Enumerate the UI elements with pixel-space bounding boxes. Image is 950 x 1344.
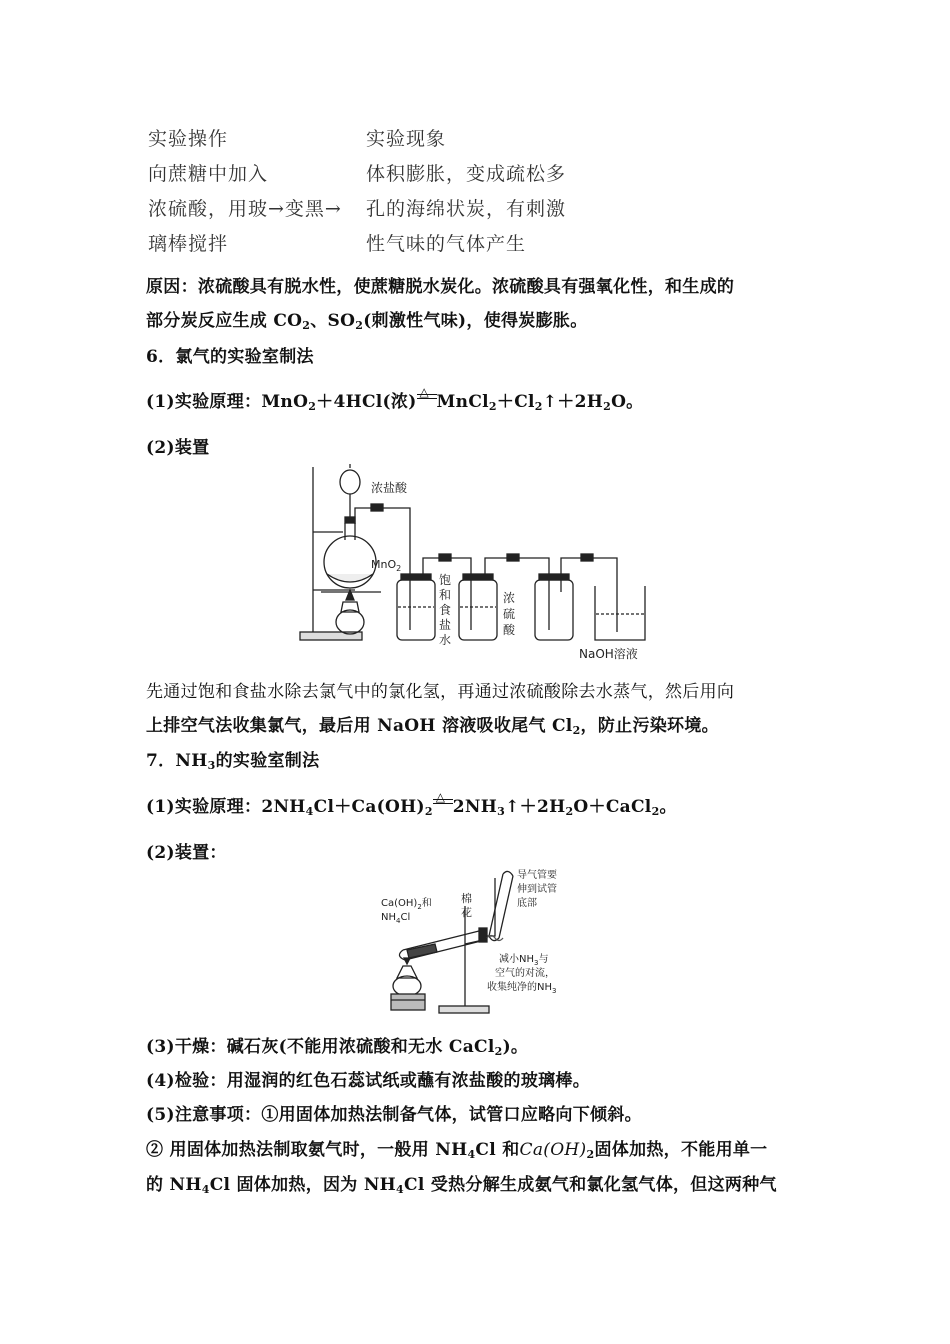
- svg-text:Ca(OH)2和: $Ca(OH)_2$和: [381, 898, 432, 911]
- chlorine-desc-line-2: 上排空气法收集氯气，最后用 NaOH 溶液吸收尾气 $Cl_2$，防止污染环境。: [146, 716, 719, 737]
- svg-text:硫: 硫: [503, 607, 516, 621]
- svg-text:盐: 盐: [439, 618, 452, 632]
- svg-text:减小NH3与: 减小$NH_3$与: [499, 954, 549, 967]
- label-conc-hcl: 浓盐酸: [371, 481, 408, 495]
- svg-text:收集纯净的NH3: 收集纯净的$NH_3$: [487, 982, 557, 995]
- row-operation: 向蔗糖中加入: [148, 163, 269, 185]
- ammonia-notes: (5)注意事项：①用固体加热法制备气体，试管口应略向下倾斜。: [146, 1105, 642, 1125]
- row-phenomenon: 性气味的气体产生: [366, 233, 527, 255]
- svg-text:水: 水: [439, 633, 452, 647]
- svg-text:MnO2: MnO$_2$: [371, 558, 402, 573]
- label-saturated-brine: [439, 572, 451, 647]
- chlorine-apparatus-figure: [295, 462, 655, 662]
- label-caoh2: Ca(OH): [381, 898, 418, 909]
- svg-text:棉: 棉: [461, 892, 472, 905]
- row-operation: 浓硫酸，用玻→变黑→: [148, 198, 342, 220]
- svg-text:浓: 浓: [503, 591, 516, 605]
- svg-text:NH4Cl: $NH_4Cl$: [381, 912, 411, 925]
- ammonia-apparatus-figure: [375, 866, 585, 1018]
- svg-text:和: 和: [439, 588, 452, 602]
- experiment-table: [148, 122, 608, 262]
- svg-text:底部: 底部: [517, 898, 537, 909]
- label-cotton: [461, 891, 472, 919]
- ammonia-apparatus-label: (2)装置：: [146, 843, 227, 863]
- table-row: [148, 192, 608, 227]
- label-conc-sulfuric-acid: [503, 591, 516, 637]
- table-header-row: [148, 122, 608, 157]
- svg-text:食: 食: [439, 603, 452, 617]
- chlorine-desc-line-1: 先通过饱和食盐水除去氯气中的氯化氢，再通过浓硫酸除去水蒸气，然后用向: [146, 682, 735, 702]
- row-operation: 璃棒搅拌: [148, 233, 229, 255]
- header-phenomenon: 实验现象: [366, 128, 447, 150]
- heat-condition-sign: △: [433, 796, 453, 814]
- heat-condition-sign: △: [417, 391, 437, 409]
- label-nh4cl: NH: [381, 912, 396, 923]
- reason-line-1: 原因：浓硫酸具有脱水性，使蔗糖脱水炭化。浓硫酸具有强氧化性，和生成的: [146, 277, 735, 297]
- label-tube-note: [517, 868, 557, 909]
- row-phenomenon: 孔的海绵状炭，有刺激: [366, 198, 567, 220]
- chlorine-apparatus-label: (2)装置: [146, 438, 210, 458]
- table-row: [148, 227, 608, 262]
- label-naoh-solution: NaOH溶液: [579, 647, 638, 661]
- reason-line-2: 部分炭反应生成 $CO_2$、$SO_2$(刺激性气味)，使得炭膨胀。: [146, 311, 588, 332]
- svg-text:空气的对流，: 空气的对流，: [495, 968, 555, 979]
- header-operation: 实验操作: [148, 128, 229, 150]
- table-row: [148, 157, 608, 192]
- svg-text:饱: 饱: [439, 573, 452, 587]
- label-mno2: MnO: [371, 558, 397, 571]
- ammonia-principle: (1)实验原理：$2NH_4Cl+Ca(OH)_2$ △ $2NH_3↑+2H_2O+CaCl_2$。: [146, 790, 677, 818]
- row-phenomenon: 体积膨胀，变成疏松多: [366, 163, 567, 185]
- section-6-title: 6．氯气的实验室制法: [146, 347, 314, 367]
- ammonia-note-3: 的 $NH_4Cl$ 固体加热，因为 $NH_4Cl$ 受热分解生成氨气和氯化氢气体，但这两种气: [146, 1175, 777, 1196]
- section-7-title: 7．$NH_3$的实验室制法: [146, 751, 320, 772]
- chlorine-principle: (1)实验原理：MnO$_2$＋4HCl(浓) △ $MnCl_2+Cl_2↑+2H_2O$。: [146, 385, 644, 413]
- svg-text:伸到试管: 伸到试管: [517, 884, 557, 895]
- svg-text:酸: 酸: [503, 623, 516, 637]
- label-flow-note: [487, 952, 556, 995]
- ammonia-test: (4)检验：用湿润的红色石蕊试纸或蘸有浓盐酸的玻璃棒。: [146, 1071, 591, 1091]
- ammonia-drying: (3)干燥：碱石灰(不能用浓硫酸和无水 CaCl$_2$)。: [146, 1037, 529, 1058]
- ammonia-note-2: ② 用固体加热法制取氨气时，一般用 $NH_4Cl$ 和$Ca(OH)_2$固体加热，不能用单一: [146, 1140, 768, 1161]
- svg-text:花: 花: [461, 906, 472, 919]
- svg-text:导气管要: 导气管要: [517, 870, 557, 881]
